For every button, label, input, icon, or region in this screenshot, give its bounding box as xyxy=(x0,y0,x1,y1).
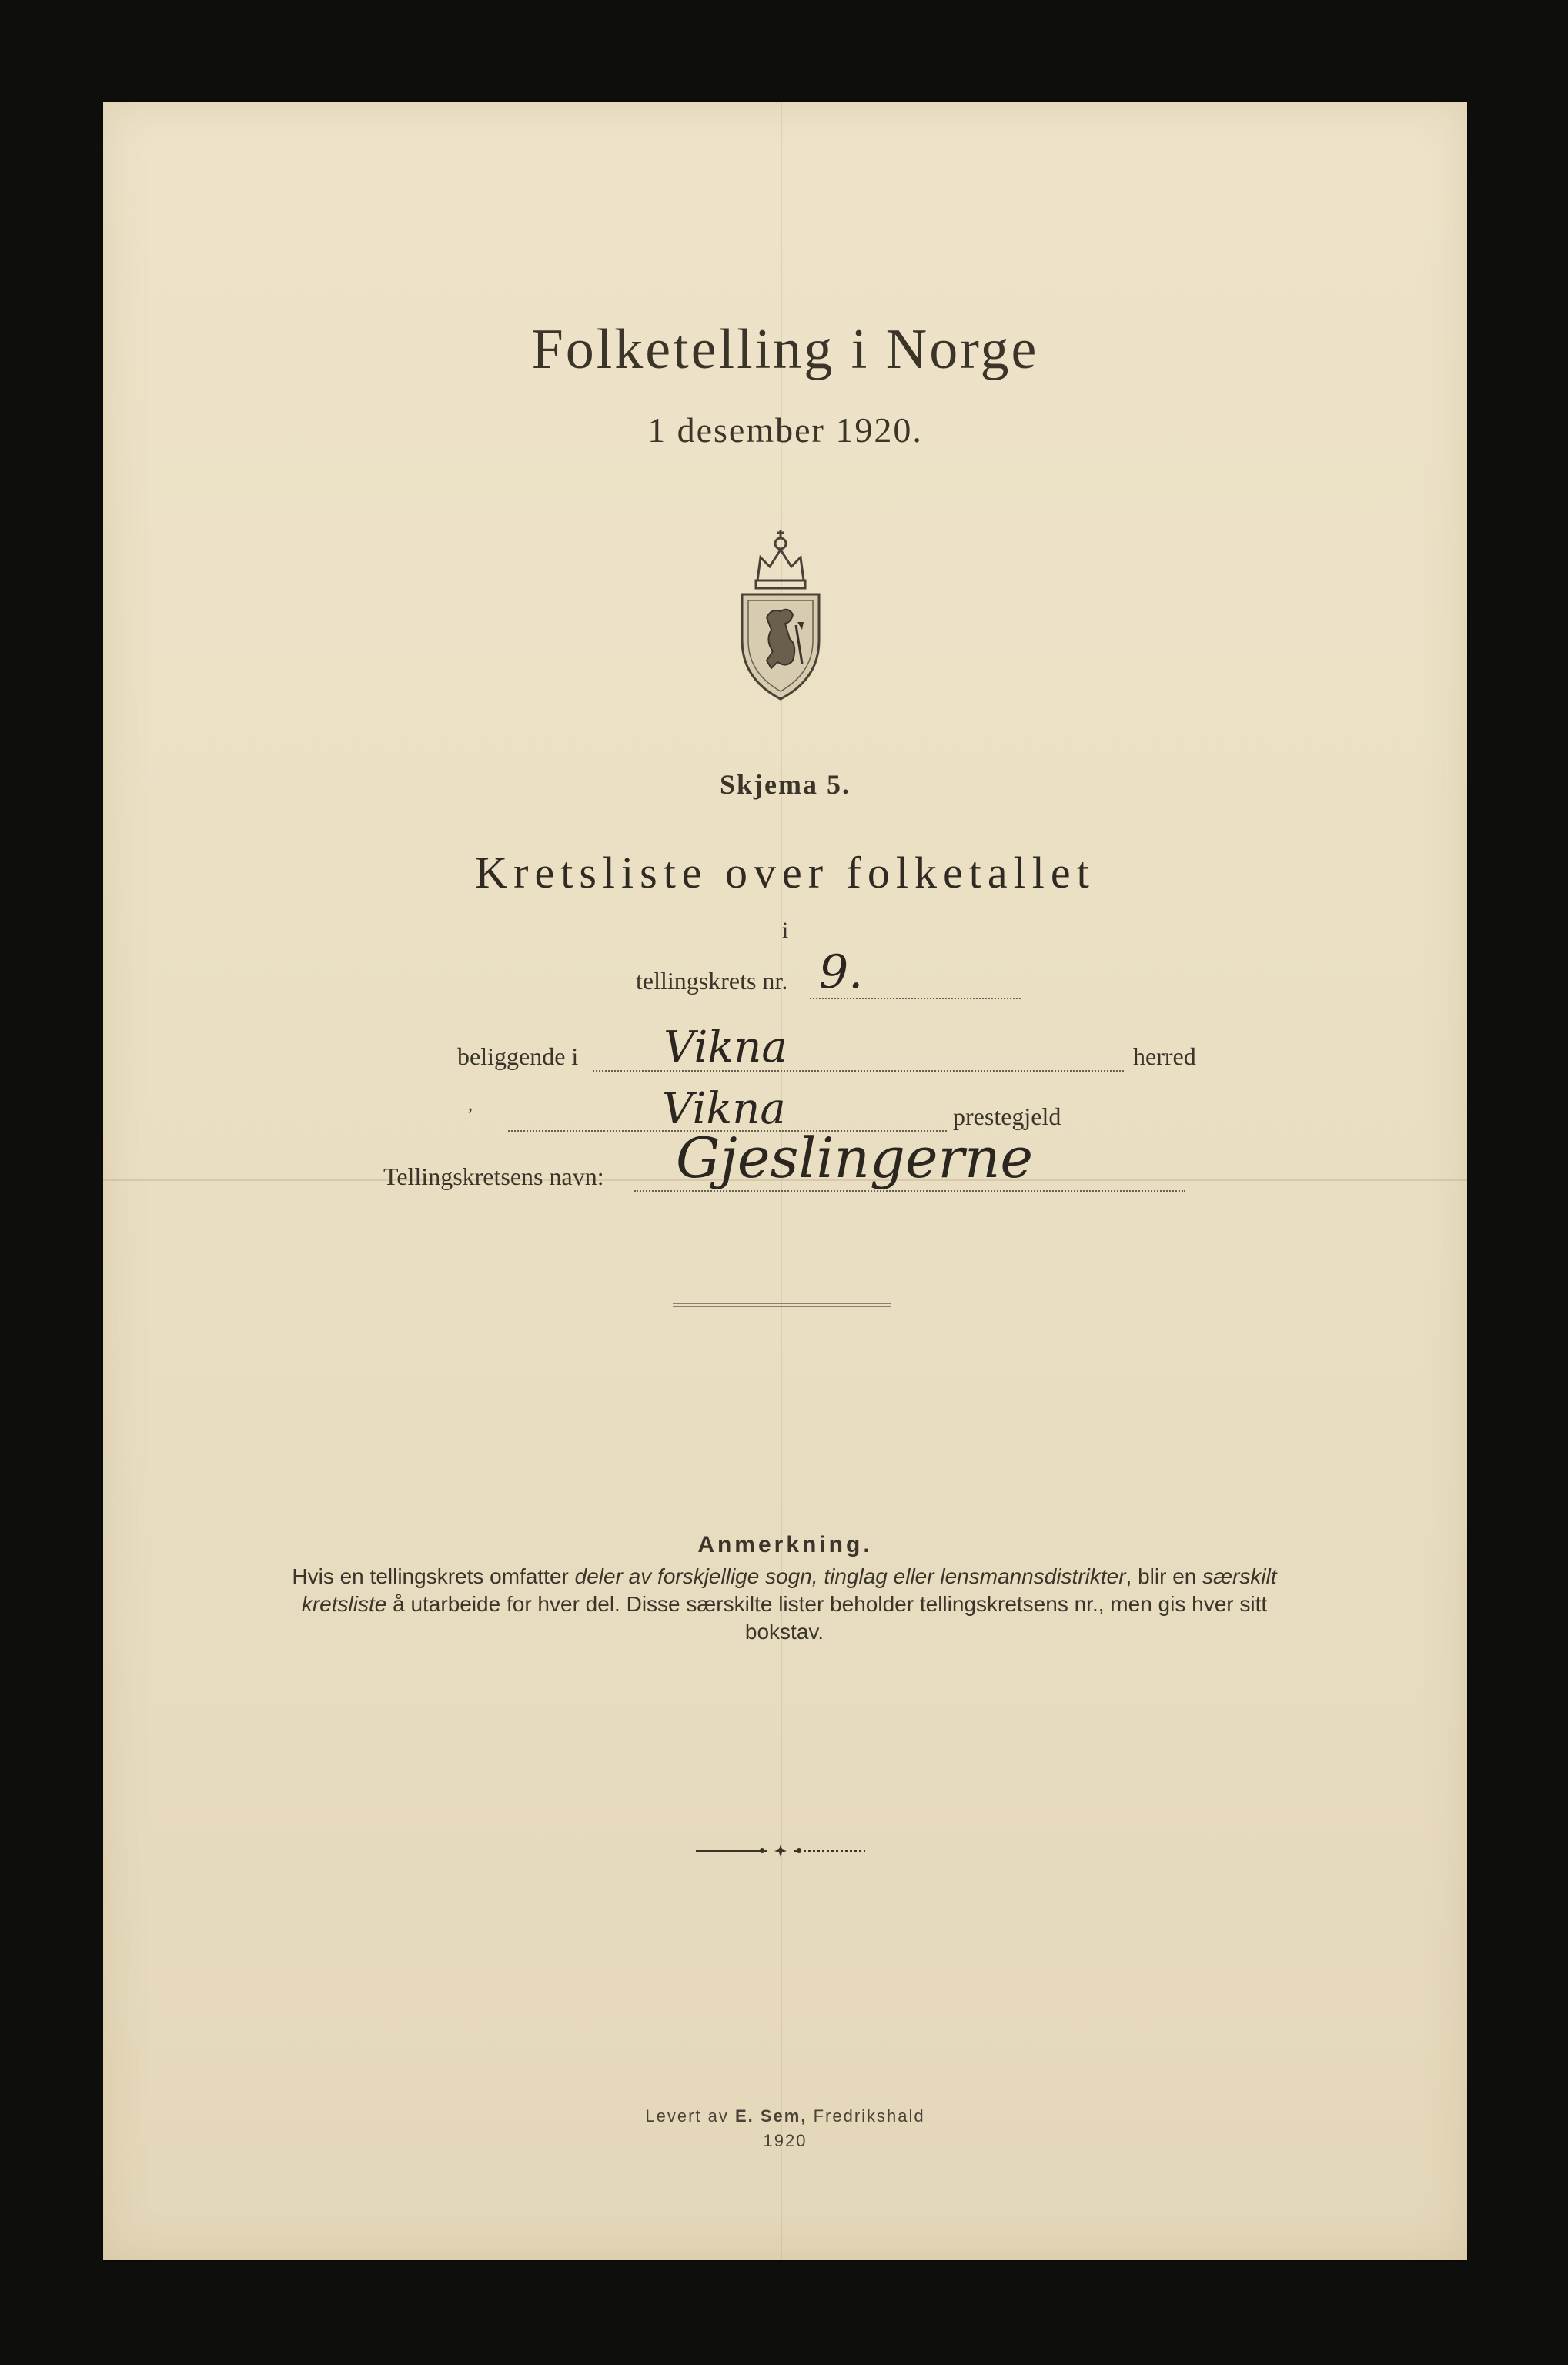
norwegian-coat-of-arms-icon xyxy=(727,510,834,702)
note-text-start: Hvis en tellingskrets omfatter xyxy=(292,1564,575,1588)
printer-prefix: Levert av xyxy=(645,2106,735,2126)
krets-value: 9. xyxy=(819,945,864,999)
form-date: 1 desember 1920. xyxy=(647,410,923,450)
krets-label: tellingskrets nr. xyxy=(636,967,788,995)
note-text xyxy=(280,1563,1289,1646)
prestegjeld-mark: , xyxy=(468,1095,473,1115)
note-text-mid: , blir en xyxy=(1125,1564,1203,1588)
printer-name: E. Sem, xyxy=(734,2106,807,2126)
census-form-page xyxy=(103,102,1467,2260)
herred-prefix: beliggende i xyxy=(457,1042,579,1070)
connector-word: i xyxy=(781,918,789,943)
note-title: Anmerkning. xyxy=(697,1532,873,1557)
form-title: Folketelling i Norge xyxy=(531,318,1039,381)
krets-navn-value: Gjeslingerne xyxy=(676,1126,1033,1190)
separator-rule xyxy=(673,1303,891,1307)
herred-value: Vikna xyxy=(664,1022,787,1072)
krets-navn-label: Tellingskretsens navn: xyxy=(383,1162,604,1190)
krets-navn-fill-line xyxy=(634,1190,1185,1192)
prestegjeld-value: Vikna xyxy=(662,1084,786,1134)
note-text-italic-2: særskilt kretsliste xyxy=(301,1564,1277,1616)
form-heading: Kretsliste over folketallet xyxy=(475,848,1095,898)
printer-year: 1920 xyxy=(763,2131,807,2150)
star-ornament-icon xyxy=(696,1843,865,1858)
schema-number: Skjema 5. xyxy=(720,769,851,800)
herred-suffix: herred xyxy=(1133,1042,1196,1070)
note-text-italic-1: deler av forskjellige sogn, tinglag eller lensmannsdistrikter xyxy=(574,1564,1126,1588)
printer-credit xyxy=(103,2106,1467,2126)
prestegjeld-suffix: prestegjeld xyxy=(953,1102,1061,1130)
printer-place: Fredrikshald xyxy=(807,2106,925,2126)
note-text-end: å utarbeide for hver del. Disse særskilte lister beholder tellingskretsens nr., men gis hver sitt bokstav. xyxy=(386,1592,1268,1644)
